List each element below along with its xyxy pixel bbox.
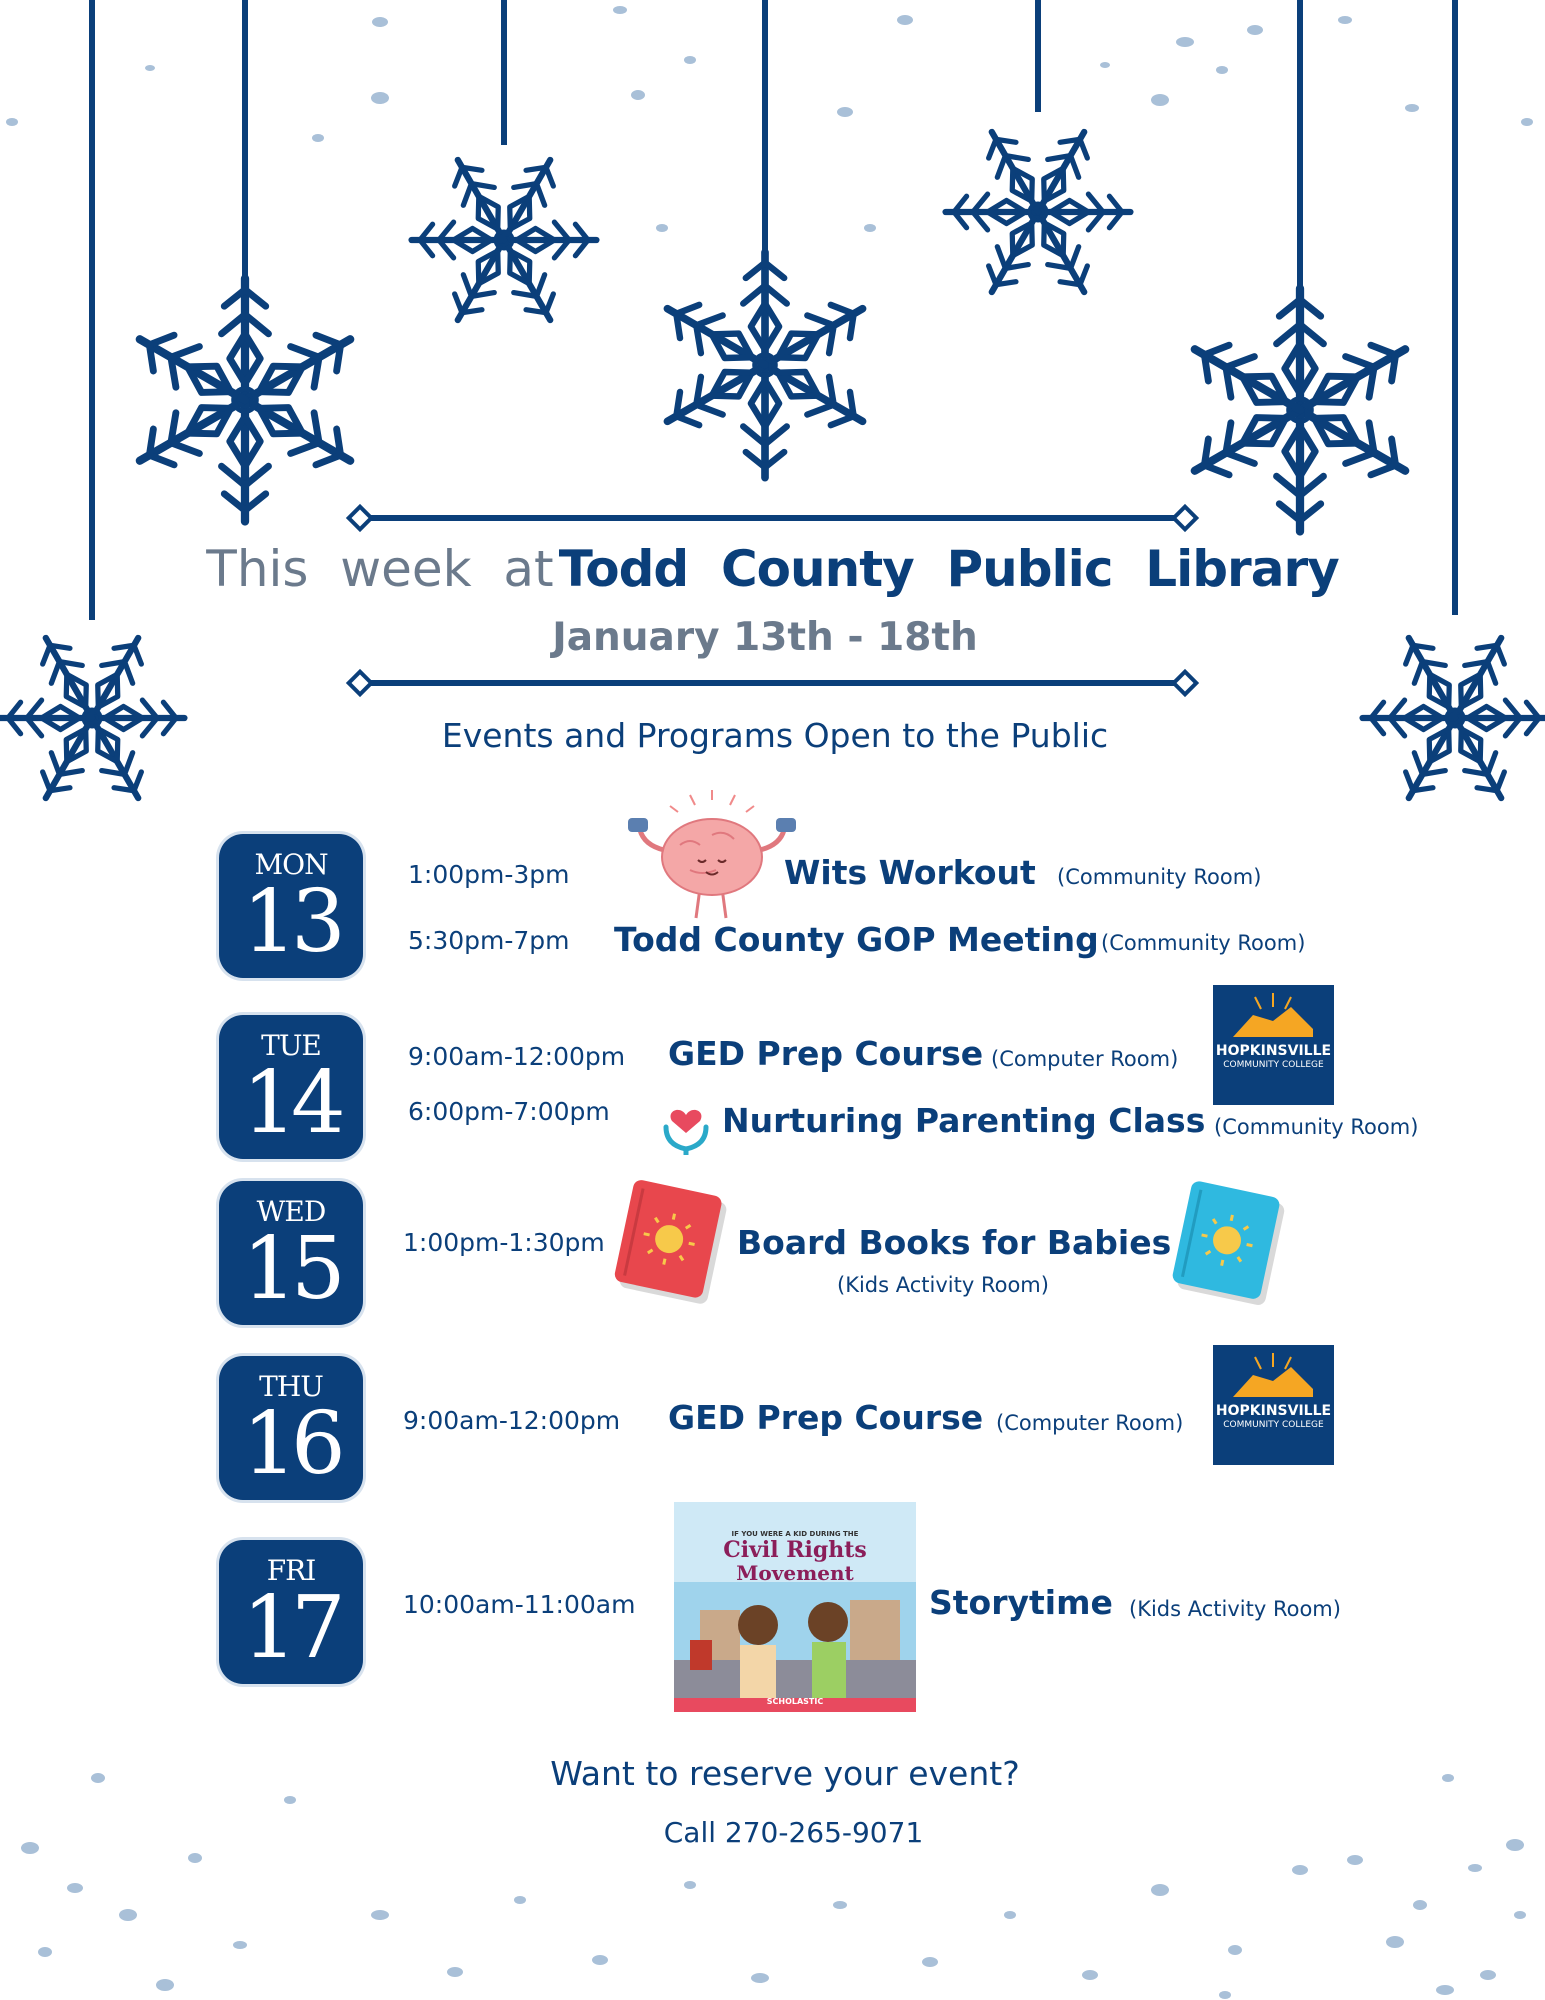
hcc-subname: COMMUNITY COLLEGE (1223, 1420, 1324, 1430)
event-name: GED Prep Course (668, 1034, 984, 1073)
subtitle: Events and Programs Open to the Public (441, 716, 1109, 755)
day-name: FRI (266, 1554, 316, 1587)
event-name: Wits Workout (784, 853, 1036, 892)
red-book-icon (612, 1179, 729, 1306)
event-room: (Computer Room) (996, 1411, 1184, 1435)
event-name: Storytime (929, 1583, 1113, 1622)
day-name: TUE (261, 1029, 321, 1062)
hcc-logo (1213, 985, 1334, 1105)
day-name: THU (259, 1370, 323, 1403)
book-title-line2: Movement (736, 1561, 854, 1585)
event-time: 1:00pm-1:30pm (403, 1228, 605, 1257)
event-room: (Community Room) (1214, 1115, 1419, 1139)
day-number: 14 (242, 1053, 340, 1153)
event-room: (Kids Activity Room) (1129, 1597, 1341, 1621)
event-name: Nurturing Parenting Class (722, 1101, 1206, 1140)
snowflake-icon (128, 279, 362, 522)
event-time: 10:00am-11:00am (403, 1590, 636, 1619)
day-number: 13 (242, 872, 340, 972)
event-time: 5:30pm-7pm (408, 926, 570, 955)
hcc-name: HOPKINSVILLE (1215, 1403, 1332, 1419)
book-cover-text (674, 1530, 916, 1584)
snowflake-icon (1183, 289, 1417, 532)
hcc-subname: COMMUNITY COLLEGE (1223, 1060, 1324, 1070)
event-room: (Community Room) (1057, 865, 1262, 889)
event-room: (Computer Room) (991, 1047, 1179, 1071)
day-name: MON (254, 848, 328, 881)
day-badge-wed (219, 1181, 363, 1325)
book-top-line: IF YOU WERE A KID DURING THE (731, 1530, 859, 1538)
event-name: Todd County GOP Meeting (614, 920, 1099, 959)
snowflake-icon (915, 88, 1161, 337)
day-badge-mon (219, 834, 363, 978)
event-room: (Kids Activity Room) (837, 1273, 1049, 1297)
title-bottom-divider (349, 672, 1197, 695)
day-number: 15 (242, 1219, 340, 1319)
brain-mascot-icon (628, 790, 796, 918)
book-publisher: SCHOLASTIC (766, 1697, 824, 1706)
event-room: (Community Room) (1101, 931, 1306, 955)
date-range: January 13th - 18th (552, 615, 978, 660)
day-badge-thu (219, 1356, 363, 1500)
hcc-logo (1213, 1345, 1334, 1465)
heart-hands-icon (666, 1110, 706, 1155)
event-time: 9:00am-12:00pm (408, 1042, 626, 1071)
title-library: Todd County Public Library (558, 540, 1339, 598)
event-name: GED Prep Course (668, 1398, 984, 1437)
day-badge-tue (219, 1015, 363, 1159)
page-title (0, 540, 1545, 598)
snowflake-icon (381, 116, 627, 365)
day-name: WED (256, 1195, 326, 1228)
day-badge-fri (219, 1540, 363, 1684)
event-name: Board Books for Babies (737, 1223, 1172, 1262)
blue-book-icon (1170, 1180, 1287, 1307)
event-time: 6:00pm-7:00pm (408, 1097, 610, 1126)
reserve-phone[interactable]: Call 270-265-9071 (663, 1816, 924, 1849)
day-number: 16 (242, 1394, 340, 1494)
reserve-question: Want to reserve your event? (550, 1754, 1020, 1793)
event-time: 9:00am-12:00pm (403, 1406, 621, 1435)
title-prefix: This week at (206, 540, 554, 598)
snowflake-icon (657, 252, 874, 477)
day-number: 17 (242, 1578, 340, 1678)
book-title-line1: Civil Rights (723, 1537, 867, 1563)
title-top-divider (349, 507, 1197, 530)
hcc-name: HOPKINSVILLE (1215, 1043, 1332, 1059)
event-time: 1:00pm-3pm (408, 860, 570, 889)
